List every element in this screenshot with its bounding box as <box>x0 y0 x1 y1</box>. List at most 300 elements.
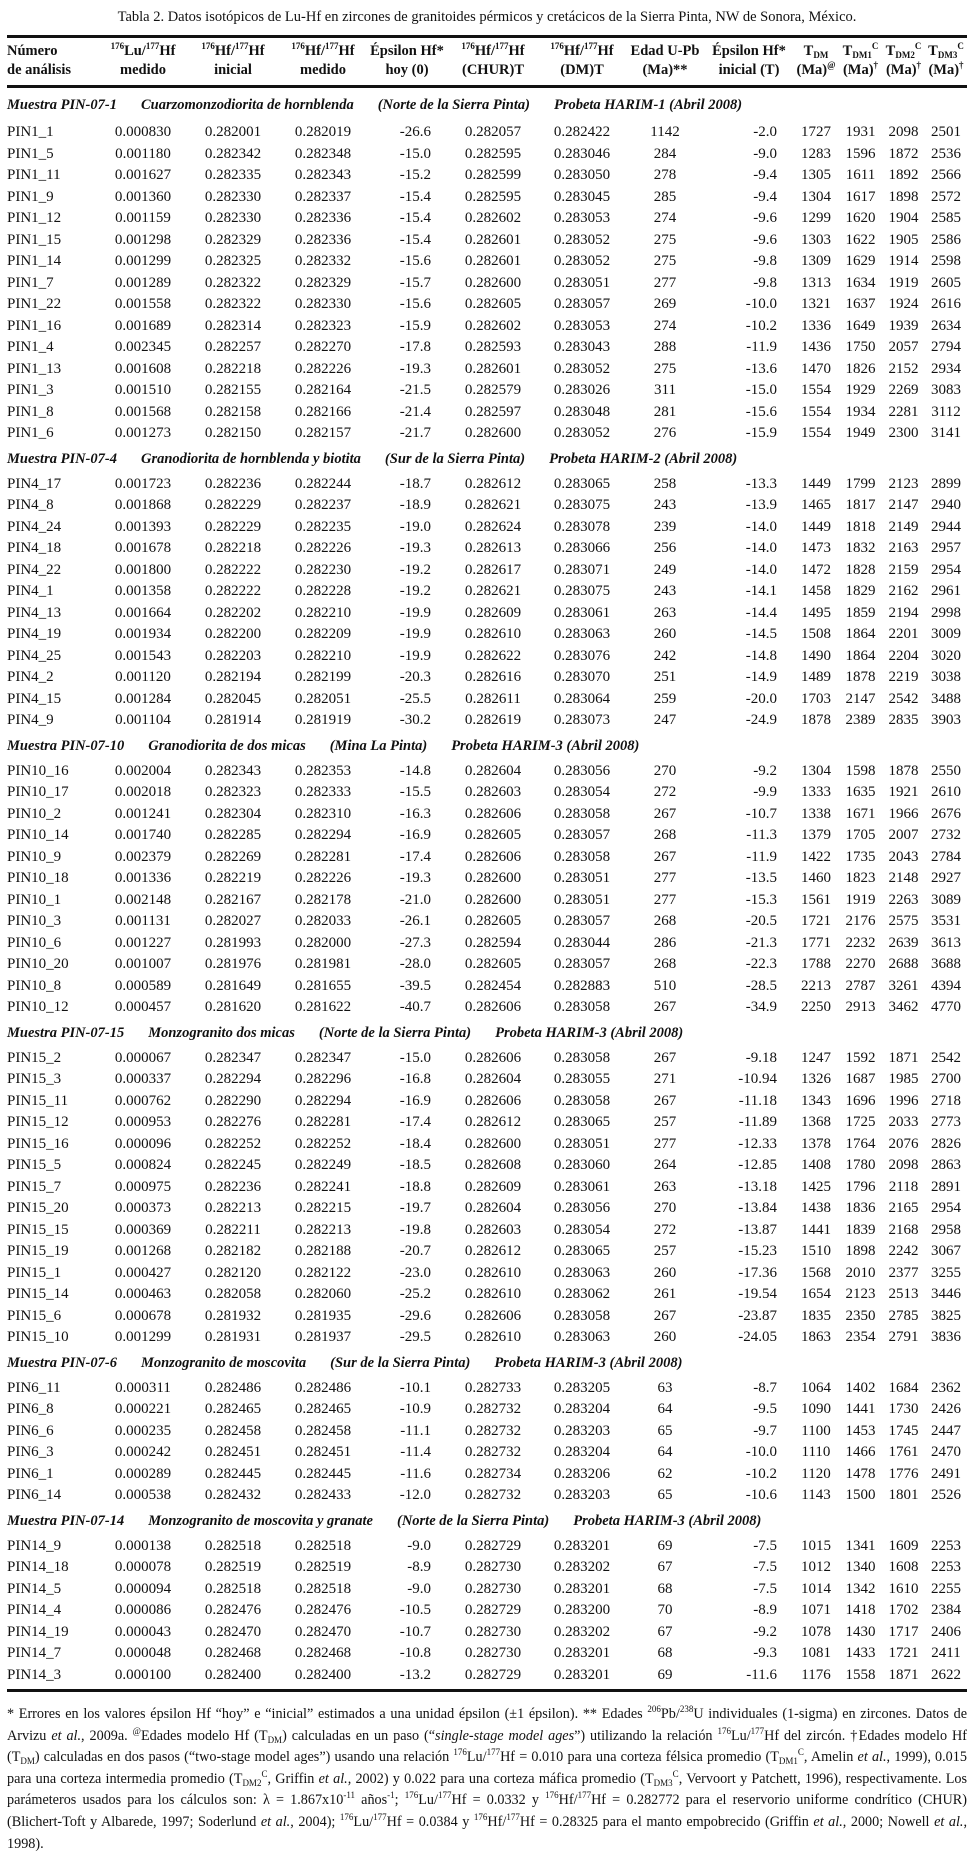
cell-hf-medido: 0.281937 <box>294 1329 352 1345</box>
cell-lu-hf-medido: 0.000427 <box>114 1264 172 1281</box>
cell-hf-chur: 0.282605 <box>464 827 522 843</box>
cell-sample-id: PIN10_12 <box>7 999 69 1015</box>
cell-tdm3: 3067 <box>931 1243 961 1259</box>
cell-tdm2: 1776 <box>888 1465 919 1482</box>
cell-hf-dm: 0.283076 <box>553 647 611 664</box>
cell-epsilon-hoy: -18.7 <box>399 475 431 492</box>
cell-tdm3: 2470 <box>931 1444 961 1460</box>
cell-tdm: 1835 <box>801 1307 831 1324</box>
cell-epsilon-hoy: -15.4 <box>399 210 431 226</box>
cell-epsilon-hoy: -20.7 <box>399 1243 431 1259</box>
cell-epsilon-hoy: -21.7 <box>399 425 431 441</box>
table-row <box>7 646 967 668</box>
cell-tdm2: 1761 <box>888 1444 919 1460</box>
cell-tdm: 1378 <box>801 1135 831 1152</box>
cell-hf-medido: 0.282213 <box>294 1221 352 1238</box>
cell-tdm1: 1649 <box>845 317 876 334</box>
header-text: T <box>928 43 938 59</box>
cell-hf-inicial: 0.281932 <box>204 1307 262 1324</box>
cell-tdm2: 2033 <box>888 1114 919 1130</box>
cell-sample-id: PIN15_20 <box>7 1200 69 1216</box>
cell-epsilon-inicial: -23.87 <box>738 1307 777 1324</box>
cell-hf-medido: 0.282336 <box>294 210 352 226</box>
rock-type: Monzogranito de moscovita <box>140 1354 307 1371</box>
cell-tdm3: 2598 <box>931 253 961 269</box>
cell-hf-dm: 0.283063 <box>553 1329 611 1345</box>
cell-epsilon-hoy: -19.9 <box>399 626 431 642</box>
table-row <box>7 122 967 144</box>
table-row <box>7 954 967 976</box>
cell-hf-inicial: 0.282451 <box>204 1444 262 1460</box>
cell-hf-chur: 0.282606 <box>464 1049 522 1066</box>
cell-hf-chur: 0.282602 <box>464 210 522 226</box>
cell-hf-chur: 0.282601 <box>464 360 522 377</box>
cell-epsilon-inicial: -11.6 <box>746 1666 777 1683</box>
cell-sample-id: PIN1_11 <box>7 167 61 183</box>
cell-epsilon-hoy: -29.5 <box>399 1329 431 1345</box>
cell-tdm2: 2152 <box>888 360 919 377</box>
cell-epsilon-hoy: -10.7 <box>399 1623 431 1640</box>
footnote-segment: 238 <box>679 1704 694 1714</box>
cell-tdm2: 2575 <box>888 913 919 929</box>
cell-tdm2: 2639 <box>888 934 919 951</box>
cell-epsilon-hoy: -19.3 <box>399 540 431 556</box>
cell-tdm: 1473 <box>801 540 831 556</box>
cell-tdm: 1568 <box>801 1264 831 1281</box>
cell-epsilon-inicial: -24.05 <box>738 1329 777 1345</box>
cell-tdm: 1495 <box>801 604 831 621</box>
cell-lu-hf-medido: 0.000762 <box>114 1092 172 1109</box>
section-label-cell <box>7 1349 967 1378</box>
table-row <box>7 782 967 804</box>
cell-epsilon-hoy: -11.1 <box>400 1422 431 1439</box>
cell-epsilon-inicial: -10.2 <box>745 1465 777 1482</box>
cell-hf-chur: 0.282608 <box>464 1157 522 1173</box>
cell-tdm3: 2794 <box>931 339 961 355</box>
cell-hf-medido: 0.282164 <box>294 382 352 398</box>
cell-edad-u-pb: 275 <box>653 253 677 269</box>
footnote-segment: ) calculadas en un paso (“ <box>282 1727 436 1744</box>
cell-tdm1: 1340 <box>845 1559 876 1575</box>
cell-tdm3: 2536 <box>931 145 961 162</box>
cell-hf-dm: 0.283201 <box>553 1580 611 1597</box>
cell-lu-hf-medido: 0.000589 <box>114 977 172 994</box>
cell-epsilon-inicial: -13.18 <box>738 1178 777 1195</box>
cell-sample-id: PIN4_8 <box>7 497 54 513</box>
cell-tdm1: 1839 <box>845 1221 876 1238</box>
cell-tdm1: 1764 <box>845 1135 876 1152</box>
cell-lu-hf-medido: 0.001510 <box>114 382 172 398</box>
cell-edad-u-pb: 285 <box>653 188 677 205</box>
cell-tdm2: 1966 <box>888 805 919 822</box>
cell-lu-hf-medido: 0.002345 <box>114 339 172 355</box>
cell-hf-inicial: 0.282027 <box>204 913 262 929</box>
cell-lu-hf-medido: 0.000457 <box>114 999 172 1015</box>
cell-hf-medido: 0.282465 <box>294 1401 352 1417</box>
cell-edad-u-pb: 278 <box>653 167 677 183</box>
table-row <box>7 911 967 933</box>
cell-tdm3: 3613 <box>931 934 961 951</box>
col-header-hf-medido <box>279 37 367 87</box>
cell-sample-id: PIN15_6 <box>7 1307 62 1324</box>
cell-hf-medido: 0.282215 <box>294 1200 352 1216</box>
header-line: (DM)T <box>560 62 604 78</box>
table-row <box>7 359 967 381</box>
cell-edad-u-pb: 271 <box>653 1071 677 1087</box>
cell-hf-inicial: 0.282150 <box>204 425 262 441</box>
cell-tdm: 1326 <box>801 1071 831 1087</box>
cell-sample-id: PIN6_6 <box>7 1422 54 1439</box>
cell-hf-chur: 0.282617 <box>464 561 522 578</box>
cell-hf-inicial: 0.282245 <box>204 1157 262 1173</box>
footnote-segment: , Vervoort y Patchett, 1996), respectivamente. Los parámeteros usados para los cálculos son: λ = 1.867x10 <box>7 1770 967 1809</box>
cell-tdm1: 1433 <box>845 1645 876 1661</box>
cell-epsilon-hoy: -16.9 <box>399 1092 431 1109</box>
cell-tdm3: 2957 <box>931 540 961 556</box>
cell-tdm1: 1478 <box>845 1465 876 1482</box>
footnote-segment: Hf/ <box>487 1813 507 1830</box>
cell-hf-dm: 0.283054 <box>553 1221 611 1238</box>
cell-tdm: 1727 <box>801 124 831 140</box>
cell-tdm1: 1823 <box>845 870 876 886</box>
cell-tdm1: 1796 <box>845 1178 876 1195</box>
cell-hf-medido: 0.282000 <box>294 934 352 951</box>
cell-hf-inicial: 0.281931 <box>204 1329 262 1345</box>
cell-lu-hf-medido: 0.000086 <box>114 1602 172 1618</box>
cell-tdm1: 1878 <box>845 669 876 685</box>
cell-tdm3: 2899 <box>931 475 961 492</box>
cell-tdm2: 1721 <box>888 1645 919 1661</box>
cell-tdm2: 1871 <box>888 1666 919 1683</box>
cell-hf-inicial: 0.282182 <box>204 1243 262 1259</box>
cell-hf-chur: 0.282732 <box>464 1401 522 1417</box>
cell-edad-u-pb: 62 <box>657 1465 673 1482</box>
cell-sample-id: PIN15_1 <box>7 1264 62 1281</box>
cell-tdm1: 1635 <box>845 784 876 800</box>
cell-tdm: 1771 <box>801 934 831 951</box>
cell-hf-dm: 0.283060 <box>553 1157 611 1173</box>
cell-lu-hf-medido: 0.001298 <box>114 231 172 248</box>
cell-hf-inicial: 0.282001 <box>204 124 262 140</box>
cell-hf-dm: 0.283057 <box>553 296 611 312</box>
sup: 176 <box>461 41 475 51</box>
sample-name: Muestra PIN-07-1 <box>7 97 117 113</box>
footnote-segment: , Griffin <box>267 1770 319 1787</box>
cell-edad-u-pb: 277 <box>653 1135 677 1152</box>
cell-tdm: 1110 <box>801 1444 831 1460</box>
cell-sample-id: PIN1_7 <box>7 274 54 291</box>
cell-tdm: 1283 <box>801 145 831 162</box>
cell-hf-chur: 0.282600 <box>464 1135 522 1152</box>
cell-lu-hf-medido: 0.001360 <box>114 188 172 205</box>
cell-tdm3: 3020 <box>931 647 961 664</box>
cell-edad-u-pb: 242 <box>653 647 677 664</box>
cell-hf-dm: 0.283205 <box>553 1379 611 1396</box>
cell-tdm1: 1687 <box>845 1071 876 1087</box>
footnote-segment: 177 <box>577 1790 592 1801</box>
sub: DM2 <box>895 50 915 60</box>
header-text: (Ma) <box>842 62 874 78</box>
cell-hf-chur: 0.282603 <box>464 784 522 800</box>
cell-hf-medido: 0.282353 <box>294 762 352 779</box>
col-header-edad <box>625 37 705 87</box>
cell-tdm: 1460 <box>801 870 831 886</box>
cell-edad-u-pb: 268 <box>653 956 677 972</box>
cell-epsilon-hoy: -17.4 <box>399 848 431 865</box>
cell-tdm1: 1342 <box>845 1580 876 1597</box>
footnote-segment: Hf/ <box>558 1792 578 1809</box>
cell-lu-hf-medido: 0.001284 <box>114 690 172 707</box>
cell-tdm1: 1949 <box>845 425 876 441</box>
cell-sample-id: PIN15_11 <box>7 1092 69 1109</box>
cell-hf-chur: 0.282622 <box>464 647 522 664</box>
cell-epsilon-inicial: -9.5 <box>753 1401 777 1417</box>
cell-edad-u-pb: 243 <box>653 497 677 513</box>
cell-tdm3: 2610 <box>931 784 961 800</box>
table-row <box>7 294 967 316</box>
cell-sample-id: PIN15_12 <box>7 1114 69 1130</box>
cell-tdm3: 2616 <box>931 296 961 312</box>
cell-tdm: 1878 <box>801 712 831 728</box>
cell-tdm3: 2863 <box>931 1157 961 1173</box>
cell-lu-hf-medido: 0.001740 <box>114 827 172 843</box>
cell-epsilon-inicial: -10.2 <box>745 317 777 334</box>
cell-epsilon-inicial: -24.9 <box>745 712 777 728</box>
header-line: inicial (T) <box>718 62 780 78</box>
cell-hf-dm: 0.283065 <box>553 1114 611 1130</box>
cell-lu-hf-medido: 0.001299 <box>114 1329 172 1345</box>
cell-hf-inicial: 0.282400 <box>204 1666 262 1683</box>
col-header-tdm1 <box>839 37 882 87</box>
cell-epsilon-inicial: -11.9 <box>746 848 777 865</box>
cell-tdm2: 2148 <box>888 870 919 886</box>
cell-hf-medido: 0.282235 <box>294 518 352 535</box>
cell-hf-inicial: 0.282213 <box>204 1200 262 1216</box>
cell-hf-chur: 0.282619 <box>464 712 522 728</box>
cell-tdm1: 1500 <box>845 1487 876 1503</box>
cell-tdm3: 2550 <box>931 762 961 779</box>
cell-tdm2: 1985 <box>888 1071 919 1087</box>
cell-epsilon-inicial: -9.2 <box>753 762 777 779</box>
cell-sample-id: PIN4_25 <box>7 647 62 664</box>
cell-lu-hf-medido: 0.000289 <box>114 1465 172 1482</box>
cell-hf-inicial: 0.282470 <box>204 1623 262 1640</box>
cell-epsilon-hoy: -9.0 <box>407 1580 431 1597</box>
cell-tdm2: 2123 <box>888 475 919 492</box>
table-row <box>7 1643 967 1665</box>
cell-tdm1: 2010 <box>845 1264 876 1281</box>
cell-hf-dm: 0.283055 <box>553 1071 611 1087</box>
cell-tdm3: 2566 <box>931 167 961 183</box>
table-row <box>7 1399 967 1421</box>
cell-hf-inicial: 0.282304 <box>204 805 262 822</box>
cell-tdm: 1472 <box>801 561 831 578</box>
cell-tdm2: 1892 <box>888 167 919 183</box>
cell-hf-dm: 0.283057 <box>553 913 611 929</box>
cell-epsilon-hoy: -20.3 <box>399 669 431 685</box>
cell-hf-chur: 0.282621 <box>464 497 522 513</box>
cell-edad-u-pb: 281 <box>653 403 677 420</box>
cell-tdm: 1015 <box>801 1537 831 1554</box>
cell-tdm1: 1818 <box>845 518 876 535</box>
sample-section-header <box>7 87 967 123</box>
cell-hf-chur: 0.282732 <box>464 1487 522 1503</box>
cell-tdm3: 3825 <box>931 1307 961 1324</box>
cell-tdm2: 2098 <box>888 124 919 140</box>
cell-sample-id: PIN1_3 <box>7 382 54 398</box>
cell-tdm1: 1611 <box>845 167 876 183</box>
cell-edad-u-pb: 247 <box>653 712 677 728</box>
cell-tdm3: 2411 <box>931 1645 961 1661</box>
cell-hf-chur: 0.282600 <box>464 274 522 291</box>
cell-hf-chur: 0.282606 <box>464 999 522 1015</box>
cell-epsilon-hoy: -18.4 <box>399 1135 431 1152</box>
cell-tdm1: 1864 <box>845 626 876 642</box>
cell-tdm2: 1924 <box>888 296 919 312</box>
cell-tdm1: 1596 <box>845 145 876 162</box>
cell-hf-chur: 0.282606 <box>464 1092 522 1109</box>
cell-sample-id: PIN6_8 <box>7 1401 54 1417</box>
cell-lu-hf-medido: 0.002379 <box>114 848 172 865</box>
cell-epsilon-inicial: -21.3 <box>745 934 777 951</box>
cell-hf-inicial: 0.282194 <box>204 669 262 685</box>
cell-sample-id: PIN4_2 <box>7 669 54 685</box>
col-header-hf-inicial <box>187 37 279 87</box>
section-label-cell <box>7 732 967 761</box>
cell-tdm1: 1418 <box>845 1602 876 1618</box>
sup: † <box>873 60 879 70</box>
footnote-segment: et al. <box>51 1727 82 1744</box>
cell-tdm2: 2201 <box>888 626 919 642</box>
header-text: Hf <box>248 43 265 59</box>
cell-hf-medido: 0.281981 <box>294 956 352 972</box>
cell-hf-dm: 0.283051 <box>553 1135 611 1152</box>
footnote-segment: DM2 <box>242 1777 262 1788</box>
cell-edad-u-pb: 270 <box>653 762 677 779</box>
cell-edad-u-pb: 249 <box>653 561 677 578</box>
cell-hf-dm: 0.283063 <box>553 626 611 642</box>
cell-tdm2: 2785 <box>888 1307 919 1324</box>
cell-hf-medido: 0.282433 <box>294 1487 352 1503</box>
sub: DM1 <box>852 50 872 60</box>
cell-hf-inicial: 0.282330 <box>204 210 262 226</box>
cell-sample-id: PIN14_19 <box>7 1623 69 1640</box>
cell-sample-id: PIN15_7 <box>7 1178 62 1195</box>
cell-hf-dm: 0.283054 <box>553 784 611 800</box>
cell-tdm1: 1430 <box>845 1623 876 1640</box>
cell-hf-medido: 0.282294 <box>294 827 352 843</box>
cell-hf-medido: 0.282476 <box>294 1602 352 1618</box>
cell-tdm2: 2300 <box>888 425 919 441</box>
cell-hf-medido: 0.282226 <box>294 540 352 556</box>
cell-hf-medido: 0.282518 <box>294 1537 352 1554</box>
cell-epsilon-hoy: -19.2 <box>399 583 431 599</box>
cell-hf-chur: 0.282603 <box>464 1221 522 1238</box>
footnote-segment: , 1999), 0.015 para una corteza intermedia promedio (T <box>7 1749 967 1787</box>
cell-lu-hf-medido: 0.000538 <box>114 1487 172 1503</box>
cell-tdm: 1465 <box>801 497 831 513</box>
footnote-segment: C <box>672 1768 679 1779</box>
cell-hf-dm: 0.283026 <box>553 382 611 398</box>
cell-hf-chur: 0.282611 <box>465 690 521 707</box>
cell-tdm: 1304 <box>801 188 831 205</box>
table-row <box>7 847 967 869</box>
cell-hf-chur: 0.282057 <box>464 124 522 140</box>
table-row <box>7 1421 967 1443</box>
table-row <box>7 868 967 890</box>
footnote-segment: Lu/ <box>353 1813 374 1830</box>
footnote-segment: 177 <box>750 1725 765 1736</box>
cell-lu-hf-medido: 0.001934 <box>114 626 172 642</box>
footnote-segment: Hf del zircón. †Edades modelo Hf (T <box>7 1727 967 1766</box>
col-header-tdm <box>793 37 839 87</box>
cell-hf-medido: 0.282210 <box>294 647 352 664</box>
cell-hf-chur: 0.282594 <box>464 934 522 951</box>
cell-hf-inicial: 0.282322 <box>204 274 262 291</box>
table-row <box>7 976 967 998</box>
cell-hf-medido: 0.282468 <box>294 1645 352 1661</box>
cell-tdm3: 3488 <box>931 690 961 707</box>
cell-hf-inicial: 0.282329 <box>204 231 262 248</box>
table-row <box>7 825 967 847</box>
cell-hf-chur: 0.282734 <box>464 1465 522 1482</box>
cell-tdm1: 1859 <box>845 604 876 621</box>
cell-edad-u-pb: 68 <box>657 1645 673 1661</box>
cell-tdm3: 2784 <box>931 848 961 865</box>
cell-hf-chur: 0.282732 <box>464 1422 522 1439</box>
cell-hf-medido: 0.281935 <box>294 1307 352 1324</box>
cell-hf-chur: 0.282597 <box>464 403 522 420</box>
footnote-segment: DM <box>20 1756 35 1767</box>
cell-epsilon-hoy: -18.9 <box>399 497 431 513</box>
table-footnote <box>7 1704 967 1855</box>
cell-edad-u-pb: 1142 <box>650 124 680 140</box>
cell-tdm3: 3141 <box>931 425 961 441</box>
cell-hf-inicial: 0.281993 <box>204 934 262 951</box>
cell-hf-medido: 0.282226 <box>294 360 352 377</box>
cell-sample-id: PIN15_3 <box>7 1071 62 1087</box>
cell-tdm2: 2147 <box>888 497 919 513</box>
header-text: (Ma) <box>885 62 917 78</box>
cell-hf-chur: 0.282600 <box>464 870 522 886</box>
cell-hf-chur: 0.282604 <box>464 1200 522 1216</box>
table-row <box>7 1241 967 1263</box>
footnote-segment: Hf = 0.0384 y <box>386 1813 474 1830</box>
cell-epsilon-inicial: -14.8 <box>745 647 777 664</box>
cell-hf-medido: 0.282241 <box>294 1178 352 1195</box>
cell-tdm3: 2927 <box>931 870 961 886</box>
cell-tdm1: 1453 <box>845 1422 876 1439</box>
footnote-segment: et al. <box>813 1813 843 1830</box>
col-header-epsilon-hoy <box>367 37 447 87</box>
col-header-lu-hf-medido <box>99 37 187 87</box>
cell-edad-u-pb: 276 <box>653 425 677 441</box>
cell-tdm: 1449 <box>801 475 831 492</box>
table-row <box>7 890 967 912</box>
cell-lu-hf-medido: 0.000369 <box>114 1221 172 1238</box>
cell-lu-hf-medido: 0.000221 <box>114 1401 172 1417</box>
cell-hf-dm: 0.283058 <box>553 999 611 1015</box>
cell-tdm: 1014 <box>801 1580 831 1597</box>
table-row <box>7 1069 967 1091</box>
cell-tdm2: 2168 <box>888 1221 919 1238</box>
cell-hf-chur: 0.282604 <box>464 762 522 779</box>
cell-hf-dm: 0.283057 <box>553 956 611 972</box>
col-header-hf-chur <box>447 37 539 87</box>
cell-hf-medido: 0.282060 <box>294 1286 352 1302</box>
table-row <box>7 187 967 209</box>
cell-tdm2: 1996 <box>888 1092 919 1109</box>
